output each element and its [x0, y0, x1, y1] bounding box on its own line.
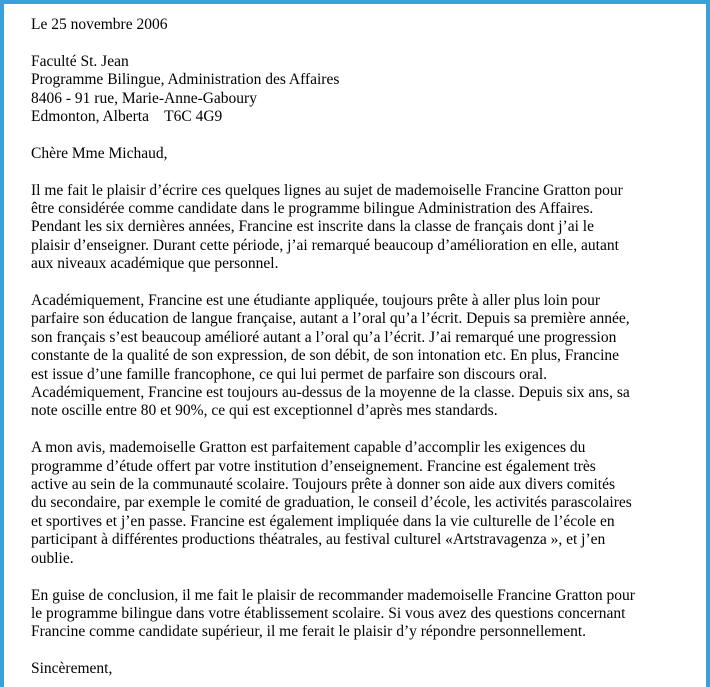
paragraph-line: programme d’étude offert par votre institution d’enseignement. Francine est également très: [31, 457, 596, 475]
paragraph-line: plaisir d’enseigner. Durant cette période, j’ai remarqué beaucoup d’amélioration en elle, autant: [31, 236, 619, 254]
paragraph-line: et sportives et j’en passe. Francine est également impliquée dans la vie culturelle de l’école en: [31, 512, 615, 530]
closing: Sincèrement,: [31, 660, 113, 678]
paragraph-line: son français s’est beaucoup amélioré autant a l’oral qu’a l’écrit. J’ai remarqué une progression: [31, 328, 617, 346]
paragraph-line: Académiquement, Francine est une étudiante appliquée, toujours prête à aller plus loin pour: [31, 292, 601, 310]
paragraph-line: participant à différentes productions théatrales, au festival culturel «Artstravagenza », et j’en: [31, 531, 606, 549]
letter-date: Le 25 novembre 2006: [31, 16, 168, 33]
closing-block: [31, 660, 701, 678]
paragraph-community: [31, 439, 701, 568]
letter-page: [4, 4, 706, 687]
paragraph-line: est issue d’une famille francophone, ce qui lui permet de parfaire son discours oral.: [31, 365, 548, 383]
paragraph-introduction: [31, 182, 701, 274]
paragraph-academics: [31, 292, 701, 421]
paragraph-line: Il me fait le plaisir d’écrire ces quelques lignes au sujet de mademoiselle Francine Gratton pour: [31, 181, 623, 199]
paragraph-line: oublie.: [31, 549, 74, 567]
paragraph-conclusion: [31, 587, 701, 642]
salutation: Chère Mme Michaud,: [31, 144, 168, 162]
recipient-line: Edmonton, Alberta T6C 4G9: [31, 108, 223, 126]
paragraph-line: le programme bilingue dans votre établissement scolaire. Si vous avez des questions concernant: [31, 604, 626, 622]
paragraph-line: constante de la qualité de son expression, de son débit, de son intonation etc. En plus, Francine: [31, 347, 620, 365]
paragraph-line: A mon avis, mademoiselle Gratton est parfaitement capable d’accomplir les exigences du: [31, 439, 586, 457]
letter-date-block: [31, 16, 701, 34]
paragraph-line: du secondaire, par exemple le comité de graduation, le conseil d’école, les activités parascolaires: [31, 494, 632, 512]
paragraph-line: Francine comme candidate supérieur, il me ferait le plaisir d’y répondre personnellement.: [31, 623, 587, 641]
paragraph-line: parfaire son éducation de langue française, autant a l’oral qu’a l’écrit. Depuis sa première année,: [31, 310, 630, 328]
recipient-line: Programme Bilingue, Administration des Affaires: [31, 71, 340, 89]
paragraph-line: Académiquement, Francine est toujours au-dessus de la moyenne de la classe. Depuis six ans, sa: [31, 384, 630, 402]
paragraph-line: note oscille entre 80 et 90%, ce qui est exceptionnel d’après mes standards.: [31, 402, 498, 420]
paragraph-line: En guise de conclusion, il me fait le plaisir de recommander mademoiselle Francine Gratton pour: [31, 586, 635, 604]
salutation-block: [31, 145, 701, 163]
paragraph-line: Pendant les six dernières années, Francine est inscrite dans la classe de français dont j’ai le: [31, 218, 594, 236]
paragraph-line: être considérée comme candidate dans le programme bilingue Administration des Affaires.: [31, 200, 594, 218]
recipient-line: 8406 - 91 rue, Marie-Anne-Gaboury: [31, 89, 257, 107]
paragraph-line: aux niveaux académique que personnel.: [31, 255, 279, 273]
recommendation-letter: [31, 16, 701, 687]
recipient-line: Faculté St. Jean: [31, 52, 129, 70]
recipient-address: [31, 53, 701, 127]
paragraph-line: active au sein de la communauté scolaire. Toujours prête à donner son aide aux divers comités: [31, 476, 615, 494]
